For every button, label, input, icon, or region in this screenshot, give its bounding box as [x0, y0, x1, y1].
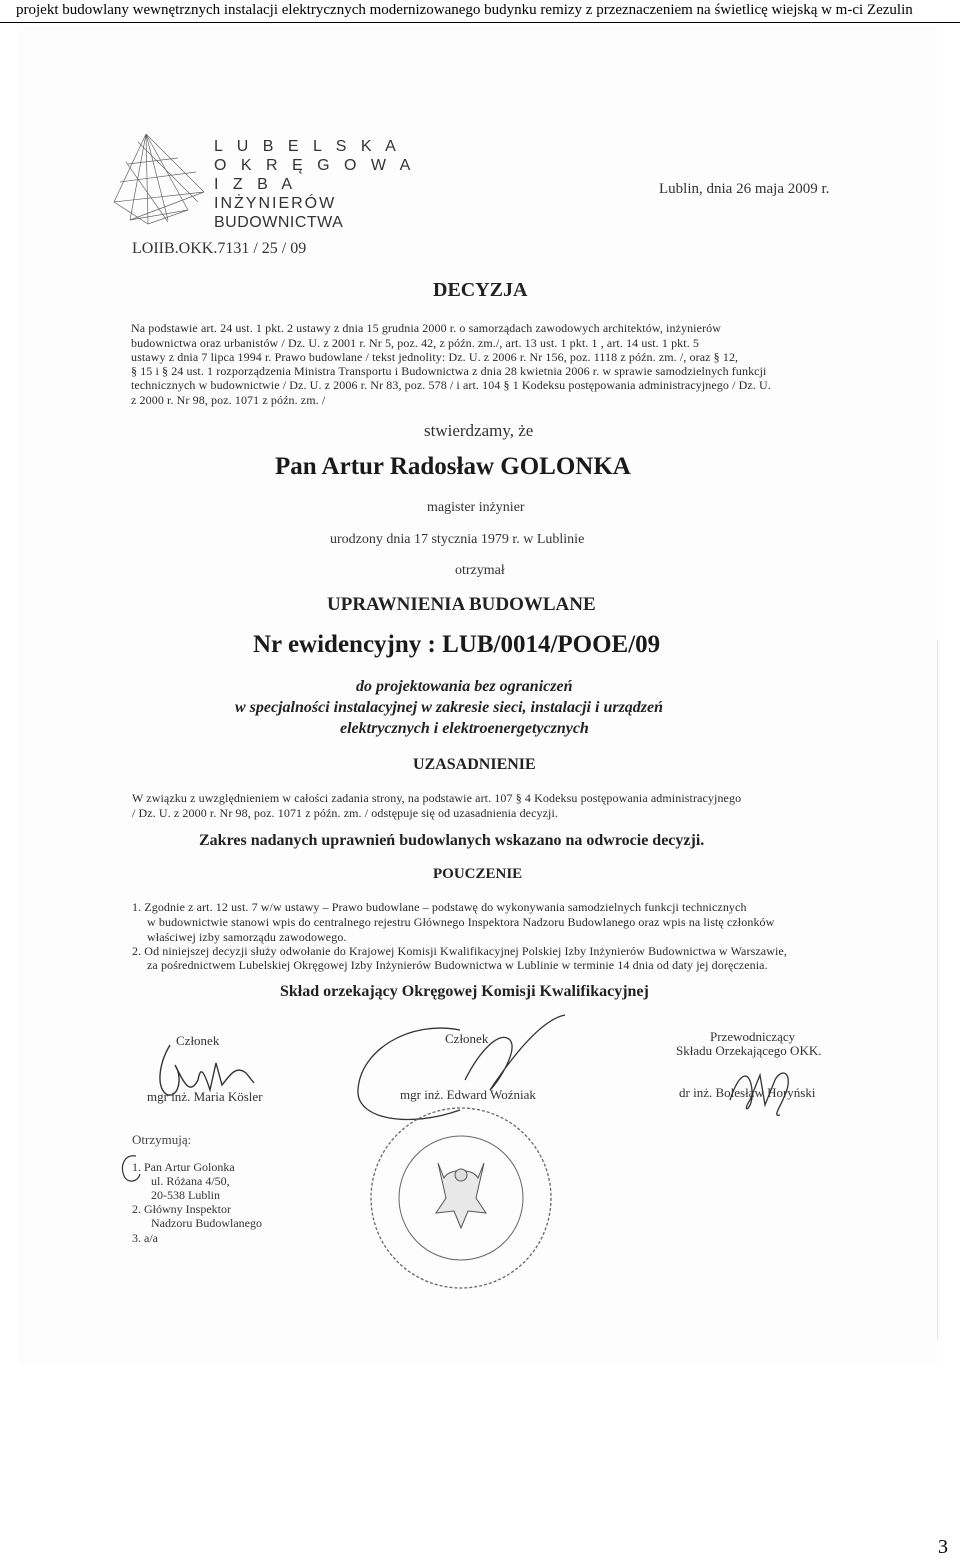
scan-edge-line — [937, 640, 938, 1340]
org-line-3: I Z B A — [214, 176, 298, 193]
justification-line-2: / Dz. U. z 2000 r. Nr 98, poz. 1071 z późn. zm. / odstępuje się od uzasadnienia decyzji. — [132, 806, 559, 820]
scope-note: Zakres nadanych uprawnień budowlanych wskazano na odwrocie decyzji. — [199, 832, 705, 849]
member1-role: Członek — [176, 1033, 220, 1048]
justification-heading: UZASADNIENIE — [413, 756, 536, 773]
basis-line-6: z 2000 r. Nr 98, poz. 1071 z późn. zm. / — [131, 393, 326, 407]
chamber-logo — [108, 132, 208, 228]
member2-name: mgr inż. Edward Woźniak — [400, 1087, 536, 1102]
basis-line-3: ustawy z dnia 7 lipca 1994 r. Prawo budowlane / tekst jednolity: Dz. U. z 2006 r. Nr 156, poz. 1118 z późn. zm. /, oraz § 12, — [131, 350, 739, 364]
instruction-heading: POUCZENIE — [433, 866, 523, 882]
recipient-line-6: 3. a/a — [132, 1231, 158, 1245]
scope-line-3: elektrycznych i elektroenergetycznych — [340, 720, 589, 737]
basis-line-2: budownictwa oraz urbanistów / Dz. U. z 2001 r. Nr 5, poz. 42, z późn. zm./, art. 13 ust. 1 pkt. 1 , art. 14 ust. 1 pkt. 5 — [131, 336, 700, 350]
recipient-circle-mark — [118, 1152, 144, 1186]
org-line-4: INŻYNIERÓW — [214, 195, 337, 212]
instruction-line-3: właściwej izby samorządu zawodowego. — [147, 930, 347, 944]
recipient-line-1: 1. Pan Artur Golonka — [132, 1160, 235, 1174]
recipient-line-2: ul. Różana 4/50, — [151, 1174, 230, 1188]
instruction-line-1: 1. Zgodnie z art. 12 ust. 7 w/w ustawy – Prawo budowlane – podstawę do wykonywania samodzielnych funkcji technicznych — [132, 900, 747, 914]
scope-line-1: do projektowania bez ograniczeń — [356, 678, 573, 695]
org-line-2: O K R Ę G O W A — [214, 157, 416, 174]
commission-heading: Skład orzekający Okręgowej Komisji Kwalifikacyjnej — [280, 983, 649, 1000]
decision-heading: DECYZJA — [433, 279, 528, 301]
recipient-line-5: Nadzoru Budowlanego — [151, 1216, 262, 1230]
member1-name: mgr inż. Maria Kösler — [147, 1089, 263, 1104]
official-seal — [364, 1103, 558, 1293]
basis-line-1: Na podstawie art. 24 ust. 1 pkt. 2 ustawy z dnia 15 grudnia 2000 r. o samorządach zawodowych architektów, inżynierów — [131, 321, 722, 335]
chair-role-line-2: Składu Orzekającego OKK. — [676, 1043, 822, 1058]
chair-name: dr inż. Bolesław Horyński — [679, 1085, 816, 1100]
received-text: otrzymał — [455, 563, 505, 578]
recipient-line-4: 2. Główny Inspektor — [132, 1202, 231, 1216]
org-line-1: L U B E L S K A — [214, 138, 401, 155]
basis-line-4: § 15 i § 24 ust. 1 rozporządzenia Ministra Transportu i Budownictwa z dnia 28 kwietnia 2006 r. w sprawie samodzielnych funkcji — [131, 364, 767, 378]
recipients-label: Otrzymują: — [132, 1132, 192, 1147]
instruction-line-4: 2. Od niniejszej decyzji służy odwołanie do Krajowej Komisji Kwalifikacyjnej Polskiej Izby Inżynierów Budownictwa w Warszawie, — [132, 944, 787, 958]
scope-line-2: w specjalności instalacyjnej w zakresie sieci, instalacji i urządzeń — [235, 699, 664, 716]
confirm-text: stwierdzamy, że — [424, 421, 534, 440]
holder-birth: urodzony dnia 17 stycznia 1979 r. w Lublinie — [330, 532, 585, 547]
page-number: 3 — [938, 1536, 948, 1558]
org-line-5: BUDOWNICTWA — [214, 214, 344, 231]
basis-line-5: technicznych w budownictwie / Dz. U. z 2006 r. Nr 83, poz. 578 / i art. 104 § 1 Kodeksu postępowania administracyjnego / Dz. U. — [131, 378, 771, 392]
member2-role: Członek — [445, 1031, 489, 1046]
justification-line-1: W związku z uwzględnieniem w całości zadania strony, na podstawie art. 107 § 4 Kodeksu postępowania administracyjnego — [132, 791, 742, 805]
reference-number: LOIIB.OKK.7131 / 25 / 09 — [132, 240, 307, 257]
instruction-line-5: za pośrednictwem Lubelskiej Okręgowej Izby Inżynierów Budownictwa w Lublinie w terminie 14 dnia od daty jej doręczenia. — [147, 958, 768, 972]
registry-number: Nr ewidencyjny : LUB/0014/POOE/09 — [253, 631, 661, 658]
permissions-title: UPRAWNIENIA BUDOWLANE — [327, 594, 596, 615]
holder-name: Pan Artur Radosław GOLONKA — [275, 453, 631, 480]
recipient-line-3: 20-538 Lublin — [151, 1188, 220, 1202]
instruction-line-2: w budownictwie stanowi wpis do centralnego rejestru Głównego Inspektora Nadzoru Budowlanego oraz wpis na listę członków — [147, 915, 775, 929]
chair-role-line-1: Przewodniczący — [710, 1029, 796, 1044]
document-title: projekt budowlany wewnętrznych instalacji elektrycznych modernizowanego budynku remizy z przeznaczeniem na świetlicę wiejską w m-ci Zezulin — [16, 2, 913, 18]
page-header — [0, 0, 960, 23]
document-date: Lublin, dnia 26 maja 2009 r. — [659, 181, 830, 197]
holder-degree: magister inżynier — [427, 500, 525, 515]
